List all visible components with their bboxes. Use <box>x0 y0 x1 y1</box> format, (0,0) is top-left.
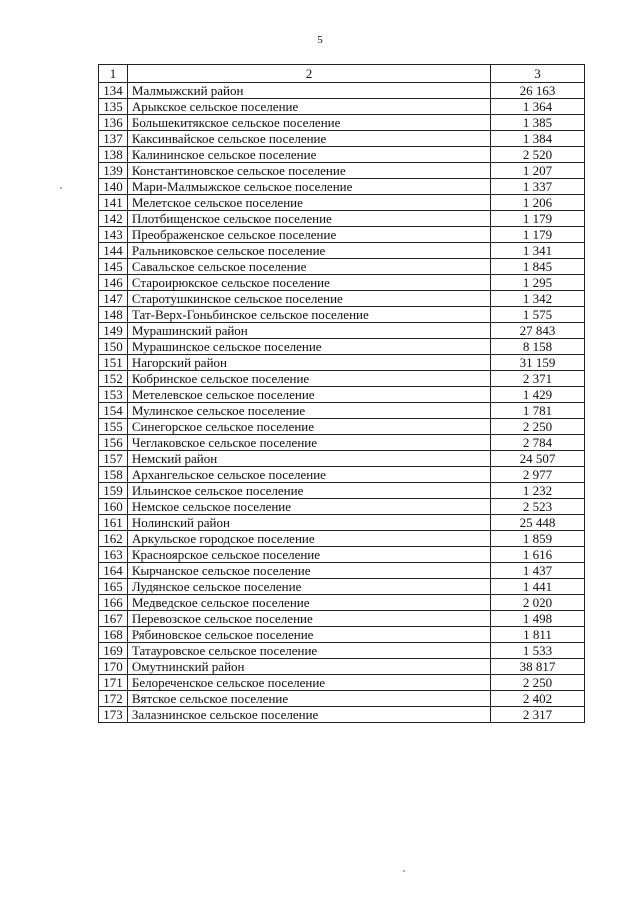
row-number-cell: 138 <box>99 147 128 163</box>
row-number-cell: 161 <box>99 515 128 531</box>
row-name-cell: Старотушкинское сельское поселение <box>127 291 490 307</box>
table-row <box>99 307 585 323</box>
table-body <box>99 65 585 723</box>
row-value-cell: 26 163 <box>491 83 585 99</box>
table-row <box>99 675 585 691</box>
row-number-cell: 169 <box>99 643 128 659</box>
row-value-cell: 2 317 <box>491 707 585 723</box>
row-name-cell: Белореченское сельское поселение <box>127 675 490 691</box>
row-value-cell: 1 232 <box>491 483 585 499</box>
row-value-cell: 24 507 <box>491 451 585 467</box>
row-value-cell: 25 448 <box>491 515 585 531</box>
row-number-cell: 141 <box>99 195 128 211</box>
data-table <box>98 64 585 723</box>
table-row <box>99 451 585 467</box>
row-number-cell: 156 <box>99 435 128 451</box>
table-row <box>99 403 585 419</box>
header-cell-2: 2 <box>127 65 490 83</box>
row-value-cell: 2 784 <box>491 435 585 451</box>
table-row <box>99 211 585 227</box>
row-value-cell: 1 437 <box>491 563 585 579</box>
row-number-cell: 139 <box>99 163 128 179</box>
row-name-cell: Перевозское сельское поселение <box>127 611 490 627</box>
row-value-cell: 2 371 <box>491 371 585 387</box>
row-name-cell: Мелетское сельское поселение <box>127 195 490 211</box>
row-value-cell: 1 207 <box>491 163 585 179</box>
row-name-cell: Нолинский район <box>127 515 490 531</box>
row-value-cell: 1 337 <box>491 179 585 195</box>
table-row <box>99 163 585 179</box>
scan-speck <box>403 870 405 872</box>
row-name-cell: Красноярское сельское поселение <box>127 547 490 563</box>
table-row <box>99 323 585 339</box>
table-row <box>99 371 585 387</box>
row-value-cell: 27 843 <box>491 323 585 339</box>
table-row <box>99 707 585 723</box>
row-number-cell: 149 <box>99 323 128 339</box>
table-row <box>99 291 585 307</box>
row-value-cell: 1 429 <box>491 387 585 403</box>
row-name-cell: Кобринское сельское поселение <box>127 371 490 387</box>
row-name-cell: Ильинское сельское поселение <box>127 483 490 499</box>
row-name-cell: Татауровское сельское поселение <box>127 643 490 659</box>
row-value-cell: 2 520 <box>491 147 585 163</box>
row-number-cell: 165 <box>99 579 128 595</box>
table-row <box>99 243 585 259</box>
row-name-cell: Омутнинский район <box>127 659 490 675</box>
row-value-cell: 1 441 <box>491 579 585 595</box>
table-row <box>99 627 585 643</box>
row-name-cell: Нагорский район <box>127 355 490 371</box>
row-value-cell: 1 179 <box>491 227 585 243</box>
row-number-cell: 171 <box>99 675 128 691</box>
row-number-cell: 162 <box>99 531 128 547</box>
table-row <box>99 195 585 211</box>
row-number-cell: 168 <box>99 627 128 643</box>
row-value-cell: 1 811 <box>491 627 585 643</box>
table-row <box>99 643 585 659</box>
row-name-cell: Кырчанское сельское поселение <box>127 563 490 579</box>
row-value-cell: 2 523 <box>491 499 585 515</box>
row-value-cell: 1 859 <box>491 531 585 547</box>
table-row <box>99 179 585 195</box>
table-row <box>99 531 585 547</box>
row-number-cell: 164 <box>99 563 128 579</box>
table-row <box>99 355 585 371</box>
row-number-cell: 146 <box>99 275 128 291</box>
row-number-cell: 144 <box>99 243 128 259</box>
row-value-cell: 38 817 <box>491 659 585 675</box>
row-value-cell: 1 206 <box>491 195 585 211</box>
row-name-cell: Мурашинское сельское поселение <box>127 339 490 355</box>
row-name-cell: Медведское сельское поселение <box>127 595 490 611</box>
table-row <box>99 435 585 451</box>
row-number-cell: 147 <box>99 291 128 307</box>
row-value-cell: 8 158 <box>491 339 585 355</box>
row-value-cell: 1 498 <box>491 611 585 627</box>
row-name-cell: Малмыжский район <box>127 83 490 99</box>
table-row <box>99 659 585 675</box>
table-row <box>99 563 585 579</box>
row-value-cell: 2 402 <box>491 691 585 707</box>
row-number-cell: 166 <box>99 595 128 611</box>
row-value-cell: 2 250 <box>491 419 585 435</box>
row-value-cell: 1 845 <box>491 259 585 275</box>
row-number-cell: 135 <box>99 99 128 115</box>
row-name-cell: Большекитякское сельское поселение <box>127 115 490 131</box>
row-value-cell: 1 364 <box>491 99 585 115</box>
row-number-cell: 134 <box>99 83 128 99</box>
row-name-cell: Каксинвайское сельское поселение <box>127 131 490 147</box>
table-row <box>99 131 585 147</box>
row-number-cell: 167 <box>99 611 128 627</box>
row-name-cell: Лудянское сельское поселение <box>127 579 490 595</box>
row-number-cell: 142 <box>99 211 128 227</box>
row-number-cell: 172 <box>99 691 128 707</box>
row-number-cell: 137 <box>99 131 128 147</box>
table-row <box>99 579 585 595</box>
row-value-cell: 1 575 <box>491 307 585 323</box>
table-row <box>99 275 585 291</box>
row-number-cell: 136 <box>99 115 128 131</box>
row-value-cell: 1 616 <box>491 547 585 563</box>
row-number-cell: 151 <box>99 355 128 371</box>
table-row <box>99 99 585 115</box>
row-number-cell: 145 <box>99 259 128 275</box>
row-value-cell: 2 250 <box>491 675 585 691</box>
row-value-cell: 2 977 <box>491 467 585 483</box>
row-value-cell: 1 384 <box>491 131 585 147</box>
row-name-cell: Синегорское сельское поселение <box>127 419 490 435</box>
row-name-cell: Вятское сельское поселение <box>127 691 490 707</box>
row-value-cell: 31 159 <box>491 355 585 371</box>
row-number-cell: 170 <box>99 659 128 675</box>
header-cell-1: 1 <box>99 65 128 83</box>
row-name-cell: Плотбищенское сельское поселение <box>127 211 490 227</box>
page-number: 5 <box>317 34 323 46</box>
row-number-cell: 160 <box>99 499 128 515</box>
row-number-cell: 154 <box>99 403 128 419</box>
table-row <box>99 339 585 355</box>
table-row <box>99 691 585 707</box>
row-number-cell: 148 <box>99 307 128 323</box>
row-number-cell: 155 <box>99 419 128 435</box>
row-number-cell: 140 <box>99 179 128 195</box>
row-name-cell: Староирюкское сельское поселение <box>127 275 490 291</box>
table-row <box>99 515 585 531</box>
row-number-cell: 159 <box>99 483 128 499</box>
row-value-cell: 1 385 <box>491 115 585 131</box>
row-name-cell: Немское сельское поселение <box>127 499 490 515</box>
row-name-cell: Мурашинский район <box>127 323 490 339</box>
table-row <box>99 147 585 163</box>
table-row <box>99 419 585 435</box>
row-number-cell: 173 <box>99 707 128 723</box>
row-value-cell: 1 533 <box>491 643 585 659</box>
row-name-cell: Калининское сельское поселение <box>127 147 490 163</box>
row-name-cell: Савальское сельское поселение <box>127 259 490 275</box>
row-name-cell: Метелевское сельское поселение <box>127 387 490 403</box>
row-name-cell: Арыкское сельское поселение <box>127 99 490 115</box>
table-row <box>99 499 585 515</box>
table-row <box>99 115 585 131</box>
table-row <box>99 387 585 403</box>
row-name-cell: Аркульское городское поселение <box>127 531 490 547</box>
row-name-cell: Константиновское сельское поселение <box>127 163 490 179</box>
row-value-cell: 2 020 <box>491 595 585 611</box>
row-value-cell: 1 341 <box>491 243 585 259</box>
row-value-cell: 1 781 <box>491 403 585 419</box>
row-name-cell: Чеглаковское сельское поселение <box>127 435 490 451</box>
row-name-cell: Мари-Малмыжское сельское поселение <box>127 179 490 195</box>
scan-speck <box>60 187 62 189</box>
header-cell-3: 3 <box>491 65 585 83</box>
row-number-cell: 153 <box>99 387 128 403</box>
row-name-cell: Залазнинское сельское поселение <box>127 707 490 723</box>
row-value-cell: 1 342 <box>491 291 585 307</box>
row-number-cell: 150 <box>99 339 128 355</box>
row-number-cell: 158 <box>99 467 128 483</box>
row-number-cell: 152 <box>99 371 128 387</box>
table-row <box>99 483 585 499</box>
row-name-cell: Архангельское сельское поселение <box>127 467 490 483</box>
table-row <box>99 547 585 563</box>
row-name-cell: Тат-Верх-Гоньбинское сельское поселение <box>127 307 490 323</box>
row-value-cell: 1 295 <box>491 275 585 291</box>
table-row <box>99 611 585 627</box>
row-number-cell: 157 <box>99 451 128 467</box>
row-name-cell: Мулинское сельское поселение <box>127 403 490 419</box>
table-header-row <box>99 65 585 83</box>
table-row <box>99 595 585 611</box>
row-name-cell: Немский район <box>127 451 490 467</box>
row-number-cell: 163 <box>99 547 128 563</box>
table-row <box>99 259 585 275</box>
row-name-cell: Рябиновское сельское поселение <box>127 627 490 643</box>
row-name-cell: Ральниковское сельское поселение <box>127 243 490 259</box>
table-row <box>99 227 585 243</box>
row-number-cell: 143 <box>99 227 128 243</box>
row-name-cell: Преображенское сельское поселение <box>127 227 490 243</box>
table-row <box>99 83 585 99</box>
row-value-cell: 1 179 <box>491 211 585 227</box>
table-row <box>99 467 585 483</box>
